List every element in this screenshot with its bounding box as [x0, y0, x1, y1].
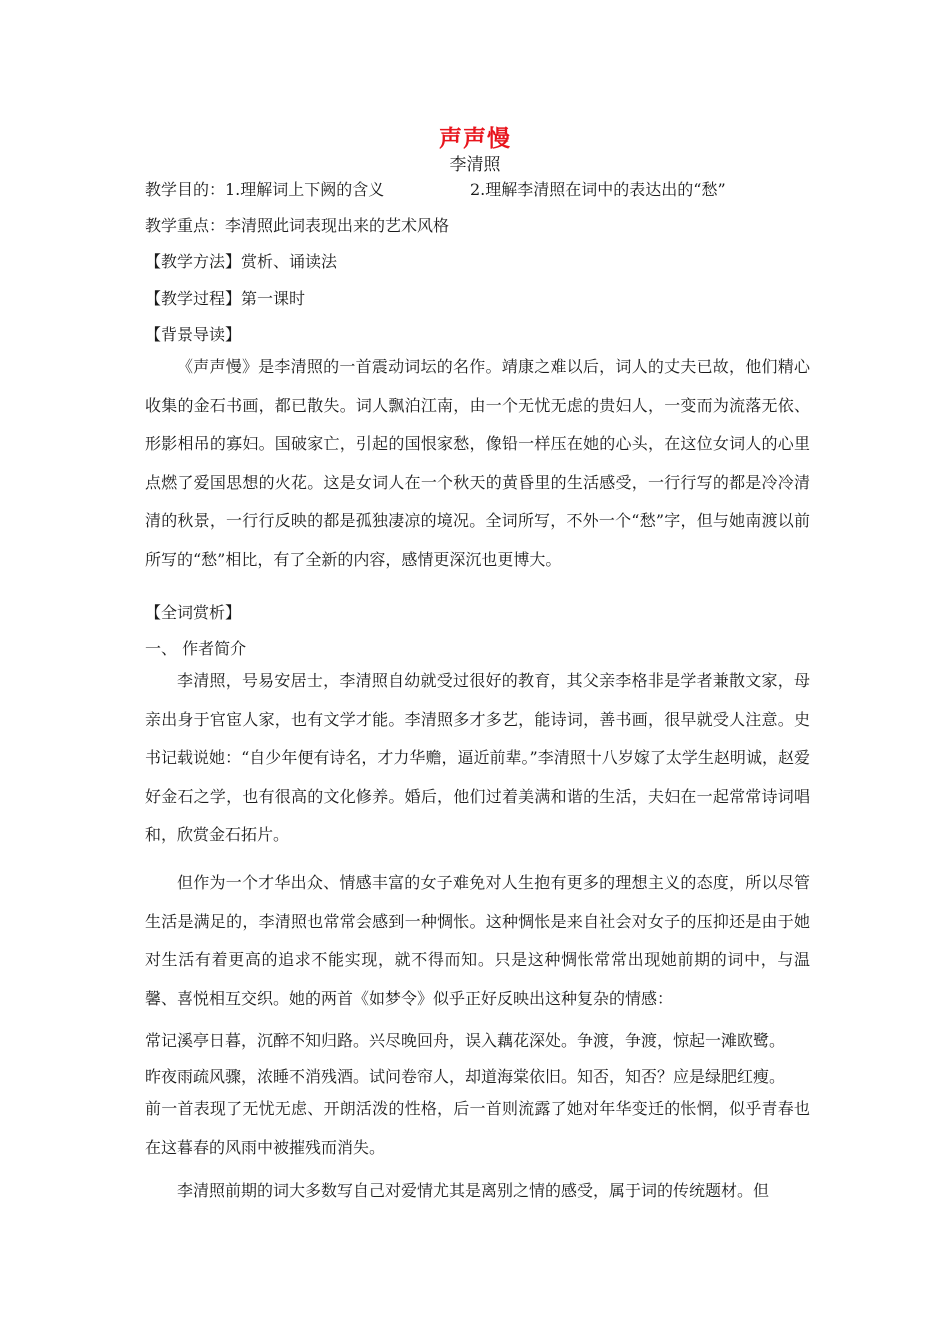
- teaching-goal-1: 教学目的：1.理解词上下阙的含义: [145, 180, 385, 199]
- teaching-process: 【教学过程】第一课时: [145, 289, 306, 308]
- poem-2: 昨夜雨疏风骤，浓睡不消残酒。试问卷帘人，却道海棠依旧。知否，知否？应是绿肥红瘦。: [145, 1067, 786, 1086]
- analysis-heading: 【全词赏析】: [145, 603, 242, 622]
- poem-1: 常记溪亭日暮，沉醉不知归路。兴尽晚回舟，误入藕花深处。争渡，争渡，惊起一滩欧鹭。: [145, 1031, 786, 1050]
- section-author-intro: 一、 作者简介: [145, 639, 247, 658]
- background-heading: 【背景导读】: [145, 325, 242, 344]
- bio-paragraph-3: 前一首表现了无忧无虑、开朗活泼的性格，后一首则流露了她对年华变迁的怅惘，似乎青春也在这暮春的风雨中被摧残而消失。: [145, 1099, 810, 1157]
- author-name: 李清照: [449, 155, 501, 175]
- document-title: 声声慢: [439, 125, 511, 152]
- teaching-focus: 教学重点：李清照此词表现出来的艺术风格: [145, 216, 450, 235]
- bio-paragraph-2: 但作为一个才华出众、情感丰富的女子难免对人生抱有更多的理想主义的态度，所以尽管生活是满足的，李清照也常常会感到一种惆怅。这种惆怅是来自社会对女子的压抑还是由于她对生活有着更高的追求不能实现，就不得而知。只是这种惆怅常常出现她前期的词中，与温馨、喜悦相互交织。她的两首《如梦令》似乎正好反映出这种复杂的情感：: [145, 873, 810, 1008]
- teaching-goal-2: 2.理解李清照在词中的表达出的“愁”: [470, 180, 726, 199]
- bio-paragraph-4: 李清照前期的词大多数写自己对爱情尤其是离别之情的感受，属于词的传统题材。但: [177, 1181, 770, 1200]
- background-paragraph: 《声声慢》是李清照的一首震动词坛的名作。靖康之难以后，词人的丈夫已故，他们精心收集的金石书画，都已散失。词人飘泊江南，由一个无忧无虑的贵妇人，一变而为流落无依、形影相吊的寡妇。国破家亡，引起的国恨家愁，像铅一样压在她的心头，在这位女词人的心里点燃了爱国思想的火花。这是女词人在一个秋天的黄昏里的生活感受，一行行写的都是冷冷清清的秋景，一行行反映的都是孤独凄凉的境况。全词所写，不外一个“愁”字，但与她南渡以前所写的“愁”相比，有了全新的内容，感情更深沉也更博大。: [145, 357, 810, 569]
- bio-paragraph-1: 李清照，号易安居士，李清照自幼就受过很好的教育，其父亲李格非是学者兼散文家，母亲出身于官宦人家，也有文学才能。李清照多才多艺，能诗词，善书画，很早就受人注意。史书记载说她：“自少年便有诗名，才力华赡，逼近前辈。”李清照十八岁嫁了太学生赵明诚，赵爱好金石之学，也有很高的文化修养。婚后，他们过着美满和谐的生活，夫妇在一起常常诗词唱和，欣赏金石拓片。: [145, 671, 810, 844]
- teaching-method: 【教学方法】赏析、诵读法: [145, 252, 338, 271]
